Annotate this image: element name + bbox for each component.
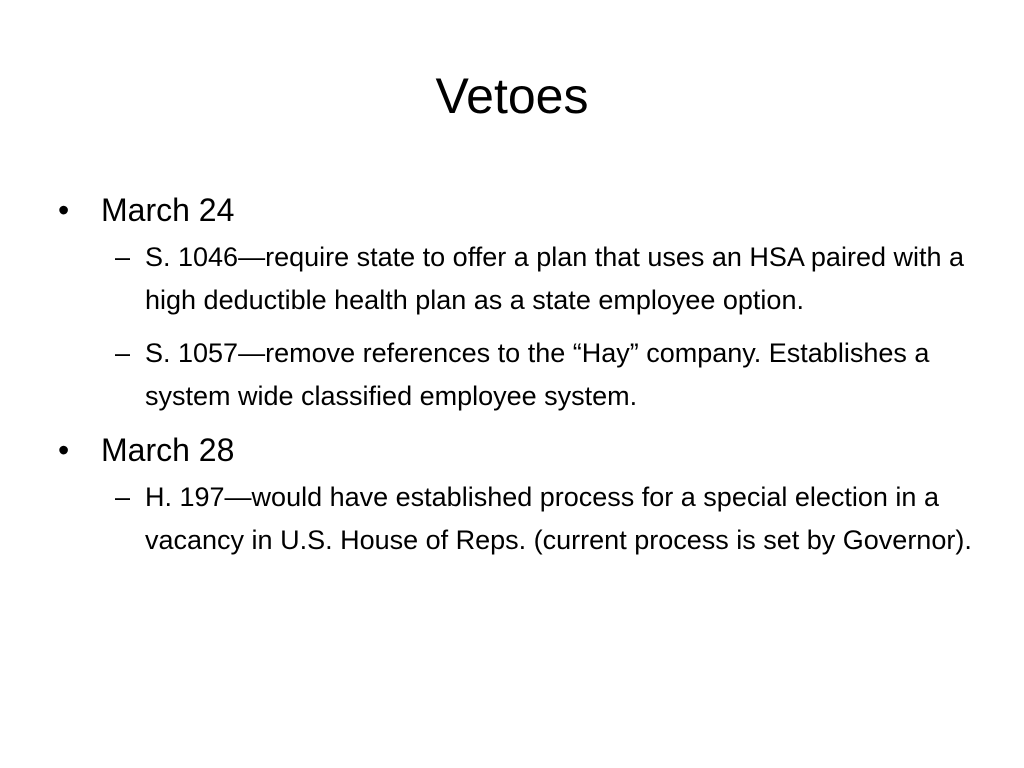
slide-content — [58, 188, 988, 572]
sub-item — [115, 236, 988, 322]
sub-list — [58, 476, 988, 562]
bullet-label: March 24 — [101, 192, 235, 228]
sub-item — [115, 476, 988, 562]
bullet-group-march-24 — [58, 188, 988, 418]
bullet-item — [58, 428, 988, 472]
bullet-group-march-28 — [58, 428, 988, 562]
sub-item-text: S. 1057—remove references to the “Hay” company. Establishes a system wide classified employee system. — [145, 338, 930, 411]
dash-icon: – — [115, 482, 131, 512]
dash-icon: – — [115, 338, 131, 368]
bullet-item — [58, 188, 988, 232]
bullet-label: March 28 — [101, 432, 235, 468]
sub-item-text: S. 1046—require state to offer a plan that uses an HSA paired with a high deductible health plan as a state employee option. — [145, 242, 965, 315]
sub-list — [58, 236, 988, 418]
slide-title: Vetoes — [435, 68, 589, 124]
bullet-icon: • — [58, 192, 70, 228]
bullet-icon: • — [58, 432, 70, 468]
sub-item-text: H. 197—would have established process for a special election in a vacancy in U.S. House of Reps. (current process is set by Governor). — [145, 482, 972, 555]
dash-icon: – — [115, 242, 131, 272]
sub-item — [115, 332, 988, 418]
